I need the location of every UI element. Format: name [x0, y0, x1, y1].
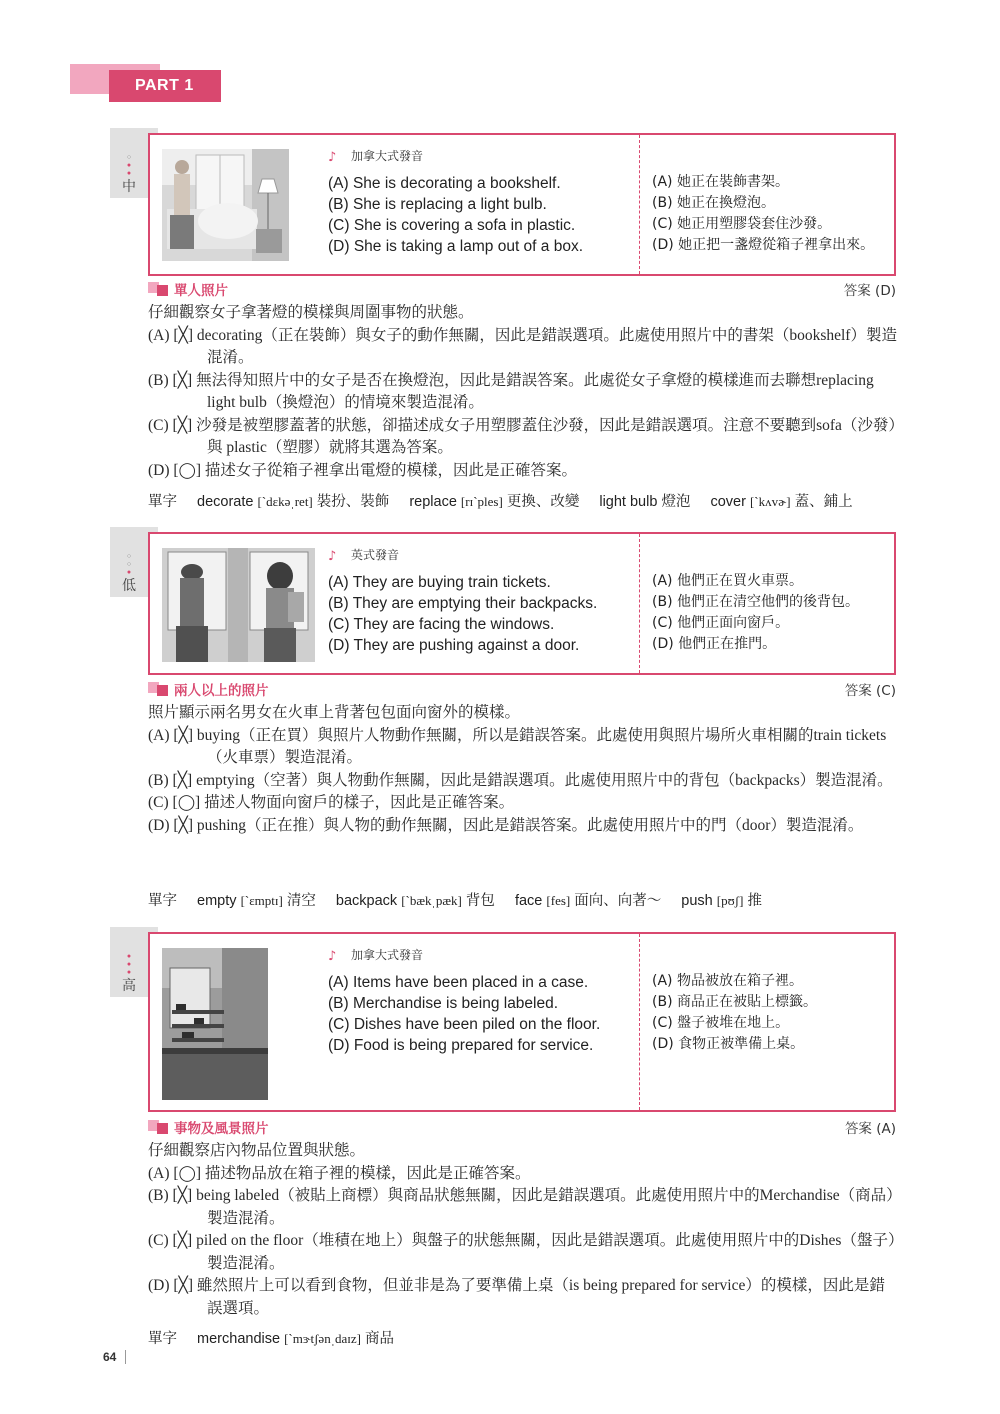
explanation [148, 302, 898, 482]
vocabulary-row [148, 490, 869, 511]
option-zh-b: (B) 商品正在被貼上標籤。 [652, 994, 817, 1010]
photo-couple-facing-window [162, 548, 315, 662]
vocabulary-label: 單字 [148, 1331, 177, 1347]
options-english [328, 173, 583, 257]
audio-icon: ♪ [328, 150, 337, 165]
option-zh-c: (C) 盤子被堆在地上。 [652, 1015, 790, 1031]
question-card [148, 133, 896, 276]
answer-label: 答案 (C) [844, 683, 896, 699]
explanation-d: (D) [╳] 雖然照片上可以看到食物，但並非是為了要準備上桌（is being prepared for service）的模樣，因此是錯誤選項。 [148, 1277, 885, 1317]
explanation [148, 702, 898, 837]
explanation [148, 1140, 898, 1320]
category-label: 兩人以上的照片 [174, 683, 269, 699]
audio-icon: ♪ [328, 949, 337, 964]
category-marker [157, 685, 168, 696]
options-chinese [652, 571, 859, 655]
vocab-item: cover [ˋkʌvɚ] 蓋、鋪上 [710, 494, 853, 510]
vocab-item: empty [ˋɛmptɪ] 清空 [197, 893, 316, 909]
option-en-b: (B) She is replacing a light bulb. [328, 196, 547, 213]
option-en-c: (C) Dishes have been piled on the floor. [328, 1016, 601, 1033]
option-en-d: (D) They are pushing against a door. [328, 637, 580, 654]
accent-label: ♪ 加拿大式發音 [328, 948, 424, 964]
option-en-c: (C) She is covering a sofa in plastic. [328, 217, 576, 234]
option-en-b: (B) They are emptying their backpacks. [328, 595, 598, 612]
question-card [148, 932, 896, 1112]
photo-shop-display-case [162, 948, 268, 1100]
explanation-intro: 仔細觀察店內物品位置與狀態。 [148, 1142, 366, 1159]
dashed-divider [639, 934, 640, 1110]
difficulty-label: 高 [122, 978, 136, 994]
vocab-item: decorate [ˋdɛkəˌret] 裝扮、裝飾 [197, 494, 390, 510]
options-english [328, 972, 600, 1056]
explanation-b: (B) [╳] being labeled（被貼上商標）與商品狀態無關，因此是錯誤選項。此處使用照片中的Merchandise（商品）製造混淆。 [148, 1187, 894, 1227]
explanation-a: (A) [◯] 描述物品放在箱子裡的模樣，因此是正確答案。 [148, 1164, 531, 1182]
vocab-item: backpack [ˋbækˌpæk] 背包 [335, 893, 495, 909]
explanation-d: (D) [◯] 描述女子從箱子裡拿出電燈的模樣，因此是正確答案。 [148, 461, 577, 479]
options-chinese [652, 971, 817, 1055]
vocabulary-label: 單字 [148, 494, 177, 510]
category-row [148, 1116, 896, 1136]
option-en-d: (D) She is taking a lamp out of a box. [328, 238, 584, 255]
option-zh-d: (D) 食物正被準備上桌。 [652, 1036, 805, 1052]
explanation-c: (C) [╳] 沙發是被塑膠蓋著的狀態，卻描述成女子用塑膠蓋住沙發，因此是錯誤選項。注意不要聽到sofa（沙發）與 plastic（塑膠）就將其選為答案。 [148, 416, 897, 456]
option-zh-b: (B) 他們正在清空他們的後背包。 [652, 594, 859, 610]
page-number: 64 [103, 1350, 117, 1364]
option-zh-d: (D) 她正把一盞燈從箱子裡拿出來。 [652, 237, 875, 253]
vocab-item: light bulb 燈泡 [599, 494, 691, 510]
category-label: 單人照片 [174, 283, 228, 299]
option-zh-b: (B) 她正在換燈泡。 [652, 195, 775, 211]
explanation-a: (A) [╳] buying（正在買）與照片人物動作無關，所以是錯誤答案。此處使用與照片場所火車相關的train tickets（火車票）製造混淆。 [148, 726, 887, 766]
difficulty-label: 低 [122, 578, 136, 594]
option-zh-a: (A) 他們正在買火車票。 [652, 573, 803, 589]
vocabulary-row [148, 889, 778, 910]
option-zh-a: (A) 她正在裝飾書架。 [652, 174, 789, 190]
category-label: 事物及風景照片 [174, 1121, 269, 1137]
vocab-item: replace [rɪˋples] 更換、改變 [409, 494, 580, 510]
option-en-a: (A) Items have been placed in a case. [328, 974, 589, 991]
difficulty-dots: ● ● ● [126, 952, 132, 976]
option-en-c: (C) They are facing the windows. [328, 616, 555, 633]
category-row [148, 678, 896, 698]
explanation-c: (C) [╳] piled on the floor（堆積在地上）與盤子的狀態無關，因此是錯誤選項。此處使用照片中的Dishes（盤子）製造混淆。 [148, 1232, 896, 1272]
photo-woman-with-lamp [162, 149, 289, 261]
answer-label: 答案 (A) [844, 1121, 896, 1137]
option-zh-c: (C) 他們正面向窗戶。 [652, 615, 790, 631]
part-label: PART 1 [109, 70, 221, 102]
difficulty-label: 中 [122, 179, 136, 195]
category-row [148, 278, 896, 298]
option-zh-c: (C) 她正用塑膠袋套住沙發。 [652, 216, 832, 232]
question-card [148, 532, 896, 675]
explanation-intro: 仔細觀察女子拿著燈的模樣與周圍事物的狀態。 [148, 304, 474, 321]
answer-label: 答案 (D) [843, 283, 896, 299]
difficulty-dots: ○ ● ● [126, 153, 132, 177]
audio-icon: ♪ [328, 549, 337, 564]
options-chinese [652, 172, 874, 256]
page-number-divider [125, 1350, 126, 1364]
option-zh-d: (D) 他們正在推門。 [652, 636, 777, 652]
option-en-b: (B) Merchandise is being labeled. [328, 995, 559, 1012]
option-en-a: (A) She is decorating a bookshelf. [328, 175, 561, 192]
vocabulary-label: 單字 [148, 893, 177, 909]
explanation-d: (D) [╳] pushing（正在推）與人物的動作無關，因此是錯誤答案。此處使用照片中的門（door）製造混淆。 [148, 816, 864, 834]
accent-label: ♪ 加拿大式發音 [328, 149, 424, 165]
explanation-b: (B) [╳] 無法得知照片中的女子是否在換燈泡，因此是錯誤答案。此處從女子拿燈的模樣進而去聯想replacing light bulb（換燈泡）的情境來製造混淆。 [148, 371, 874, 411]
category-marker [157, 285, 168, 296]
option-en-d: (D) Food is being prepared for service. [328, 1037, 594, 1054]
explanation-b: (B) [╳] emptying（空著）與人物動作無關，因此是錯誤選項。此處使用照片中的背包（backpacks）製造混淆。 [148, 771, 893, 789]
difficulty-dots: ○ ○ ● [126, 552, 132, 576]
explanation-a: (A) [╳] decorating（正在裝飾）與女子的動作無關，因此是錯誤選項。此處使用照片中的書架（bookshelf）製造混淆。 [148, 326, 897, 366]
dashed-divider [639, 135, 640, 274]
vocab-item: merchandise [ˋmɝtʃənˌdaɪz] 商品 [197, 1331, 395, 1347]
explanation-c: (C) [◯] 描述人物面向窗戶的樣子，因此是正確答案。 [148, 794, 515, 811]
category-marker [157, 1123, 168, 1134]
vocab-item: push [pʊʃ] 推 [681, 893, 762, 909]
dashed-divider [639, 534, 640, 673]
vocab-item: face [fes] 面向、向著～ [514, 893, 662, 909]
vocabulary-row [148, 1327, 410, 1348]
accent-label: ♪ 英式發音 [328, 548, 400, 564]
option-en-a: (A) They are buying train tickets. [328, 574, 551, 591]
options-english [328, 572, 597, 656]
option-zh-a: (A) 物品被放在箱子裡。 [652, 973, 803, 989]
explanation-intro: 照片顯示兩名男女在火車上背著包包面向窗外的模樣。 [148, 704, 521, 721]
